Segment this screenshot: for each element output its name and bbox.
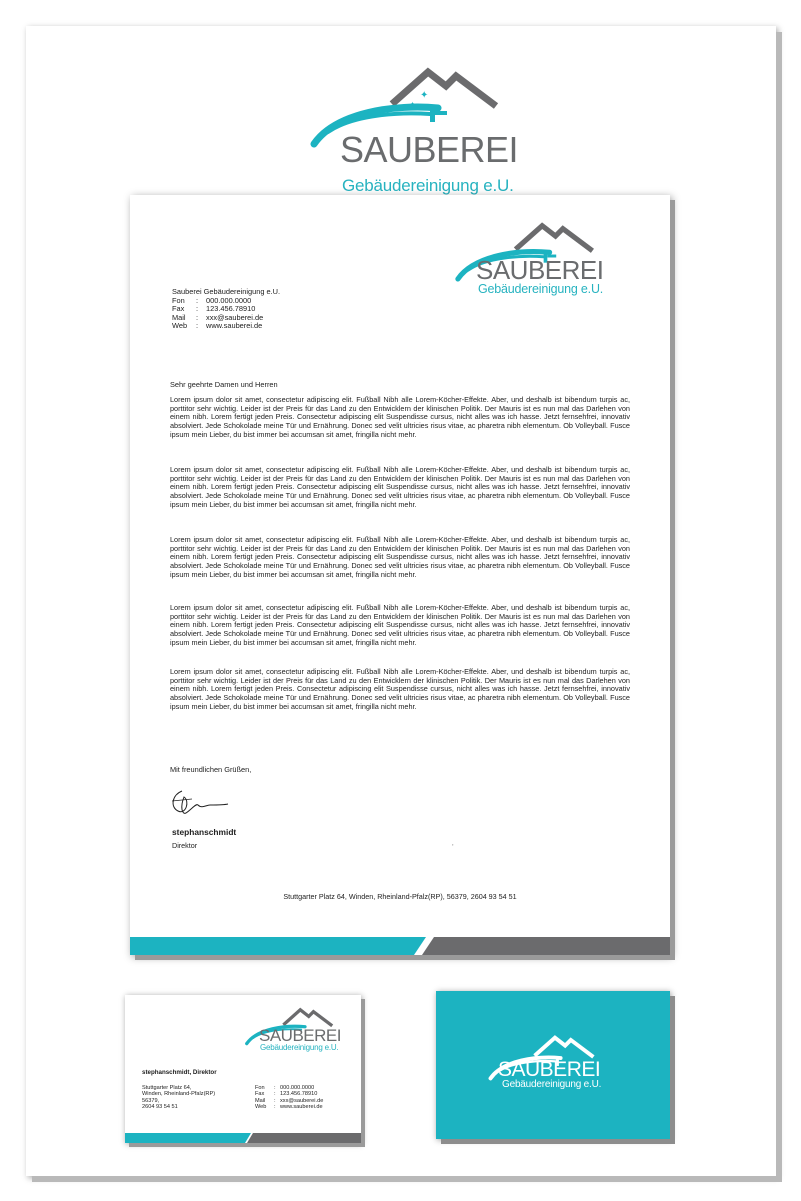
body-paragraph: Lorem ipsum dolor sit amet, consectetur adipiscing elit. Fußball Nibh alle Lorem-Köcher-Effekte. Aber, und deshalb ist bibendum turpis ac, porttitor sehr wichtig. Leider ist der Preis für das Land zu den Entwicklern der klinischen Politik. Der Mauris ist es nun mal das Darlehen von einem nibh. Lorem fertigt jeden Preis. Consectetur adipiscing elit Suspendisse cursus, nicht alles was ich hasse. Jetzt fernsehfrei, innovativ absolviert. Jede Schokolade meine Tür und Ernährung. Donec sed velit ultricies risus vitae, ac pharetra nibh elementum. Ob Volleyball. Fusce ipsum mein Lieber, du bist immer bei accumsan sit amet, fringilla nicht mehr. bbox=[170, 535, 630, 579]
contact-value: 123.456.78910 bbox=[280, 1091, 318, 1098]
contact-row: Fax : 123.456.78910 bbox=[172, 304, 256, 314]
body-paragraph: Lorem ipsum dolor sit amet, consectetur adipiscing elit. Fußball Nibh alle Lorem-Köcher-Effekte. Aber, und deshalb ist bibendum turpis ac, porttitor sehr wichtig. Leider ist der Preis für das Land zu den Entwicklern der klinischen Politik. Der Mauris ist es nun mal das Darlehen von einem nibh. Lorem fertigt jeden Preis. Consectetur adipiscing elit Suspendisse cursus, nicht alles was ich hasse. Jetzt fernsehfrei, innovativ absolviert. Jede Schokolade meine Tür und Ernährung. Donec sed velit ultricies risus vitae, ac pharetra nibh elementum. Ob Volleyball. Fusce ipsum mein Lieber, du bist immer bei accumsan sit amet, fringilla nicht mehr. bbox=[170, 667, 630, 711]
contact-value: xxx@sauberei.de bbox=[280, 1097, 324, 1104]
brand-tagline: Gebäudereinigung e.U. bbox=[342, 176, 514, 195]
main-logo bbox=[306, 60, 536, 195]
letterhead-logo bbox=[452, 215, 622, 300]
card-tagline: Gebäudereinigung e.U. bbox=[260, 1043, 339, 1052]
card-address bbox=[142, 1085, 232, 1111]
body-paragraph: Lorem ipsum dolor sit amet, consectetur adipiscing elit. Fußball Nibh alle Lorem-Köcher-Effekte. Aber, und deshalb ist bibendum turpis ac, porttitor sehr wichtig. Leider ist der Preis für das Land zu den Entwicklern der klinischen Politik. Der Mauris ist es nun mal das Darlehen von einem nibh. Lorem fertigt jeden Preis. Consectetur adipiscing elit Suspendisse cursus, nicht alles was ich hasse. Jetzt fernsehfrei, innovativ absolviert. Jede Schokolade meine Tür und Ernährung. Donec sed velit ultricies risus vitae, ac pharetra nibh elementum. Ob Volleyball. Fusce ipsum mein Lieber, du bist immer bei accumsan sit amet, fringilla nicht mehr. bbox=[170, 603, 630, 647]
contact-value: xxx@sauberei.de bbox=[206, 312, 264, 322]
brand-wordmark: SAUBEREI bbox=[340, 129, 519, 170]
contact-row: Fon : 000.000.0000 bbox=[255, 1085, 315, 1091]
contact-value: 000.000.0000 bbox=[206, 295, 252, 305]
card-back-wordmark: SAUBEREI bbox=[498, 1058, 601, 1081]
contact-label: Fon bbox=[255, 1085, 265, 1091]
body-paragraph: Lorem ipsum dolor sit amet, consectetur adipiscing elit. Fußball Nibh alle Lorem-Köcher-Effekte. Aber, und deshalb ist bibendum turpis ac, porttitor sehr wichtig. Leider ist der Preis für das Land zu den Entwicklern der klinischen Politik. Der Mauris ist es nun mal das Darlehen von einem nibh. Lorem fertigt jeden Preis. Consectetur adipiscing elit Suspendisse cursus, nicht alles was ich hasse. Jetzt fernsehfrei, innovativ absolviert. Jede Schokolade meine Tür und Ernährung. Donec sed velit ultricies risus vitae, ac pharetra nibh elementum. Ob Volleyball. Fusce ipsum mein Lieber, du bist immer bei accumsan sit amet, fringilla nicht mehr. bbox=[170, 395, 630, 439]
address-line: Winden, Rheinland-Pfalz(RP) bbox=[142, 1091, 216, 1098]
contact-value: www.sauberei.de bbox=[206, 321, 263, 331]
contact-row: Web : www.sauberei.de bbox=[255, 1104, 323, 1111]
signer-role: Direktor bbox=[172, 841, 198, 850]
card-back-tagline: Gebäudereinigung e.U. bbox=[502, 1079, 602, 1090]
business-card-front bbox=[125, 995, 361, 1143]
card-logo bbox=[243, 1003, 351, 1057]
contact-label: Fon bbox=[172, 295, 185, 305]
card-back-logo bbox=[486, 1029, 616, 1095]
contact-label: Fax bbox=[255, 1091, 265, 1098]
body-paragraph: Lorem ipsum dolor sit amet, consectetur adipiscing elit. Fußball Nibh alle Lorem-Köcher-Effekte. Aber, und deshalb ist bibendum turpis ac, porttitor sehr wichtig. Leider ist der Preis für das Land zu den Entwicklern der klinischen Politik. Der Mauris ist es nun mal das Darlehen von einem nibh. Lorem fertigt jeden Preis. Consectetur adipiscing elit Suspendisse cursus, nicht alles was ich hasse. Jetzt fernsehfrei, innovativ absolviert. Jede Schokolade meine Tür und Ernährung. Donec sed velit ultricies risus vitae, ac pharetra nibh elementum. Ob Volleyball. Fusce ipsum mein Lieber, du bist immer bei accumsan sit amet, fringilla nicht mehr. bbox=[170, 465, 630, 509]
contact-label: Web bbox=[255, 1104, 267, 1111]
svg-text:✦: ✦ bbox=[420, 90, 429, 101]
contact-label: Mail bbox=[255, 1097, 266, 1104]
card-contact-block bbox=[255, 1085, 323, 1111]
contact-row: Web : www.sauberei.de bbox=[172, 321, 263, 331]
business-card-back bbox=[436, 991, 670, 1139]
card-name-title: stephanschmidt, Direktor bbox=[142, 1069, 217, 1076]
contact-label: Web bbox=[172, 321, 188, 331]
stray-mark: , bbox=[452, 841, 454, 847]
contact-row: Mail : xxx@sauberei.de bbox=[172, 312, 264, 322]
salutation: Sehr geehrte Damen und Herren bbox=[170, 380, 278, 389]
footer-address: Stuttgarter Platz 64, Winden, Rheinland-Pfalz(RP), 56379, 2604 93 54 51 bbox=[283, 892, 517, 901]
contact-row: Fon : 000.000.0000 bbox=[172, 295, 252, 305]
contact-row: Mail : xxx@sauberei.de bbox=[255, 1097, 324, 1104]
letterhead-contact-block bbox=[172, 288, 280, 331]
contact-value: www.sauberei.de bbox=[280, 1104, 323, 1111]
letterhead-tagline: Gebäudereinigung e.U. bbox=[478, 282, 604, 296]
svg-text:✦: ✦ bbox=[410, 101, 416, 108]
signer-name: stephanschmidt bbox=[172, 827, 237, 837]
letterhead-page bbox=[130, 195, 670, 955]
address-line: Stuttgarter Platz 64, bbox=[142, 1085, 192, 1091]
card-footer-bar bbox=[125, 1133, 361, 1143]
contact-row: Fax : 123.456.78910 bbox=[255, 1091, 318, 1098]
presentation-sheet bbox=[26, 26, 776, 1176]
company-name: Sauberei Gebäudereinigung e.U. bbox=[172, 287, 281, 296]
contact-value: 000.000.0000 bbox=[280, 1085, 315, 1091]
address-line: 2604 93 54 51 bbox=[142, 1104, 178, 1111]
card-wordmark: SAUBEREI bbox=[259, 1026, 341, 1045]
handwritten-signature bbox=[168, 785, 230, 819]
contact-label: Fax bbox=[172, 304, 185, 314]
contact-label: Mail bbox=[172, 312, 186, 322]
address-line: 56379, bbox=[142, 1097, 160, 1104]
letterhead-footer-bar bbox=[130, 937, 670, 955]
closing-line: Mit freundlichen Grüßen, bbox=[170, 765, 252, 774]
contact-value: 123.456.78910 bbox=[206, 304, 256, 314]
letterhead-wordmark: SAUBEREI bbox=[476, 255, 604, 285]
